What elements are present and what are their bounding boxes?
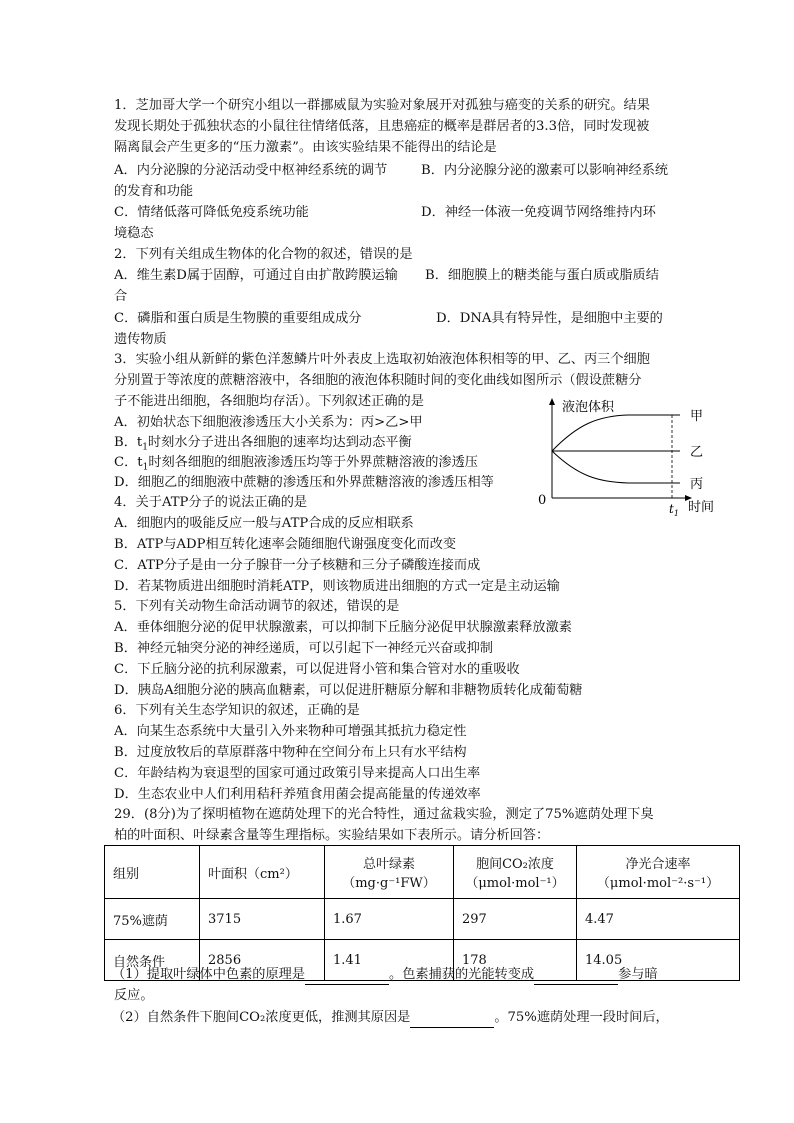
q3-option-b: B．$t_1$时刻水分子进出各细胞的速率均达到动态平衡 xyxy=(114,435,412,453)
q3-option-a: A．初始状态下细胞液渗透压大小关系为：丙>乙>甲 xyxy=(114,415,423,430)
table-header-row xyxy=(105,846,740,899)
header-cell: 叶面积（cm²） xyxy=(200,846,325,899)
q5-option-c: C．下丘脑分泌的抗利尿激素，可以促进肾小管和集合管对水的重吸收 xyxy=(114,662,520,677)
table-cell: 2856 xyxy=(200,940,325,981)
header-cell: 组别 xyxy=(105,846,200,899)
q1-option-b-cont: 的发育和功能 xyxy=(114,184,194,199)
q4-option-d: D．若某物质进出细胞时消耗ATP，则该物质进出细胞的方式一定是主动运输 xyxy=(114,579,560,594)
q3-line3: 子不能进出细胞，各细胞均存活）。下列叙述正确的是 xyxy=(114,394,424,409)
x-axis-label: 时间 xyxy=(688,500,715,515)
y-axis-label: 液泡体积 xyxy=(562,400,615,415)
table-cell: 3715 xyxy=(200,899,325,940)
header-cell: 胞间CO₂浓度 （μmol·mol⁻¹） xyxy=(454,846,577,899)
q4-option-a: A．细胞内的吸能反应一般与ATP合成的反应相联系 xyxy=(114,516,414,531)
table-cell: 1.41 xyxy=(325,940,454,981)
q2-option-c: C．磷脂和蛋白质是生物膜的重要组成成分 xyxy=(114,311,362,326)
table-cell: 14.05 xyxy=(577,940,740,981)
q4-stem: 4．关于ATP分子的说法正确的是 xyxy=(114,495,308,510)
q5-stem: 5．下列有关动物生命活动调节的叙述，错误的是 xyxy=(114,599,400,614)
q3-line1: 3．实验小组从新鲜的紫色洋葱鳞片叶外表皮上选取初始液泡体积相等的甲、乙、丙三个细胞 xyxy=(114,352,650,367)
results-table xyxy=(104,845,740,981)
q6-option-b: B．过度放牧后的草原群落中物种在空间分布上只有水平结构 xyxy=(114,745,467,760)
curve-jia-label: 甲 xyxy=(690,409,704,424)
answer-blank[interactable] xyxy=(305,970,389,985)
q1-line1: 1．芝加哥大学一个研究小组以一群挪威鼠为实验对象展开对孤独与癌变的关系的研究。结果 xyxy=(114,98,650,113)
table-cell: 178 xyxy=(454,940,577,981)
q4-option-c: C．ATP分子是由一分子腺苷一分子核糖和三分子磷酸连接而成 xyxy=(114,558,481,573)
q3-option-d: D．细胞乙的细胞液中蔗糖的渗透压和外界蔗糖溶液的渗透压相等 xyxy=(114,475,494,490)
q6-option-c: C．年龄结构为衰退型的国家可通过政策引导来提高人口出生率 xyxy=(114,766,481,781)
q2-stem: 2．下列有关组成生物体的化合物的叙述，错误的是 xyxy=(114,247,413,262)
q1-option-b: B．内分泌腺分泌的激素可以影响神经系统 xyxy=(421,163,669,178)
q5-option-d: D．胰岛A细胞分泌的胰高血糖素，可以促进肝糖原分解和非糖物质转化成葡萄糖 xyxy=(114,683,583,698)
table-cell: 75%遮荫 xyxy=(105,899,200,940)
q2-option-b: B．细胞膜上的糖类能与蛋白质或脂质结 xyxy=(425,268,659,283)
curve-bing xyxy=(552,451,680,483)
table-cell: 1.67 xyxy=(325,899,454,940)
q5-option-b: B．神经元轴突分泌的神经递质，可以引起下一神经元兴奋或抑制 xyxy=(114,641,493,656)
table-cell: 297 xyxy=(454,899,577,940)
q6-option-a: A．向某生态系统中大量引入外来物种可增强其抵抗力稳定性 xyxy=(114,724,467,739)
q29-part1: （1）提取叶绿体中色素的原理是 。色素捕获的光能转变成 参与暗 xyxy=(112,965,658,985)
q4-option-b: B．ATP与ADP相互转化速率会随细胞代谢强度变化而改变 xyxy=(114,537,457,552)
q3-option-c: C．$t_1$时刻各细胞的细胞液渗透压均等于外界蔗糖溶液的渗透压 xyxy=(114,455,478,473)
q6-stem: 6．下列有关生态学知识的叙述，正确的是 xyxy=(114,703,360,718)
curve-bing-label: 丙 xyxy=(690,477,704,492)
answer-blank[interactable] xyxy=(534,970,618,985)
q29-part2: （2）自然条件下胞间CO₂浓度更低，推测其原因是 。75%遮荫处理一段时间后， xyxy=(112,1008,669,1028)
q5-option-a: A．垂体细胞分泌的促甲状腺激素，可以抑制下丘脑分泌促甲状腺激素释放激素 xyxy=(114,620,572,635)
curve-jia xyxy=(552,415,680,451)
q1-line3: 隔离鼠会产生更多的“压力激素”。由该实验结果不能得出的结论是 xyxy=(114,140,497,155)
origin-label: 0 xyxy=(538,493,547,508)
answer-blank[interactable] xyxy=(410,1013,494,1028)
table-cell: 4.47 xyxy=(577,899,740,940)
table-row xyxy=(105,899,740,940)
q6-option-d: D．生态农业中人们利用秸秆养殖食用菌会提高能量的传递效率 xyxy=(114,787,481,802)
q29-line2: 柏的叶面积、叶绿素含量等生理指标。实验结果如下表所示。请分析回答： xyxy=(114,828,550,843)
vacuole-volume-graph xyxy=(538,394,724,518)
y-axis-arrow xyxy=(549,398,555,405)
q1-line2: 发现长期处于孤独状态的小鼠往往情绪低落，且患癌症的概率是群居者的3.3倍，同时发现被 xyxy=(114,119,650,134)
q29-line1: 29．(8分)为了探明植物在遮荫处理下的光合特性，通过盆栽实验，测定了75%遮荫处理下臭 xyxy=(114,807,654,822)
t1-label: $t_1$ xyxy=(669,502,679,518)
curve-yi-label: 乙 xyxy=(690,445,704,460)
q1-option-d-cont: 境稳态 xyxy=(114,226,154,241)
q2-option-d-cont: 遗传物质 xyxy=(114,332,167,347)
q1-option-a: A．内分泌腺的分泌活动受中枢神经系统的调节 xyxy=(114,163,388,178)
header-cell: 净光合速率 （μmol·mol⁻²·s⁻¹） xyxy=(577,846,740,899)
q1-option-d: D．神经一体液一免疫调节网络维持内环 xyxy=(421,205,656,220)
q2-option-b-cont: 合 xyxy=(114,289,128,304)
q2-option-a: A．维生素D属于固醇，可通过自由扩散跨膜运输 xyxy=(114,268,398,283)
q1-option-c: C．情绪低落可降低免疫系统功能 xyxy=(114,205,309,220)
q29-part1-cont: 反应。 xyxy=(114,988,154,1003)
header-cell: 总叶绿素 （mg·g⁻¹FW） xyxy=(325,846,454,899)
table-cell: 自然条件 xyxy=(105,940,200,981)
q3-line2: 分别置于等浓度的蔗糖溶液中，各细胞的液泡体积随时间的变化曲线如图所示（假设蔗糖分 xyxy=(114,373,642,388)
q2-option-d: D．DNA具有特异性，是细胞中主要的 xyxy=(436,311,663,326)
